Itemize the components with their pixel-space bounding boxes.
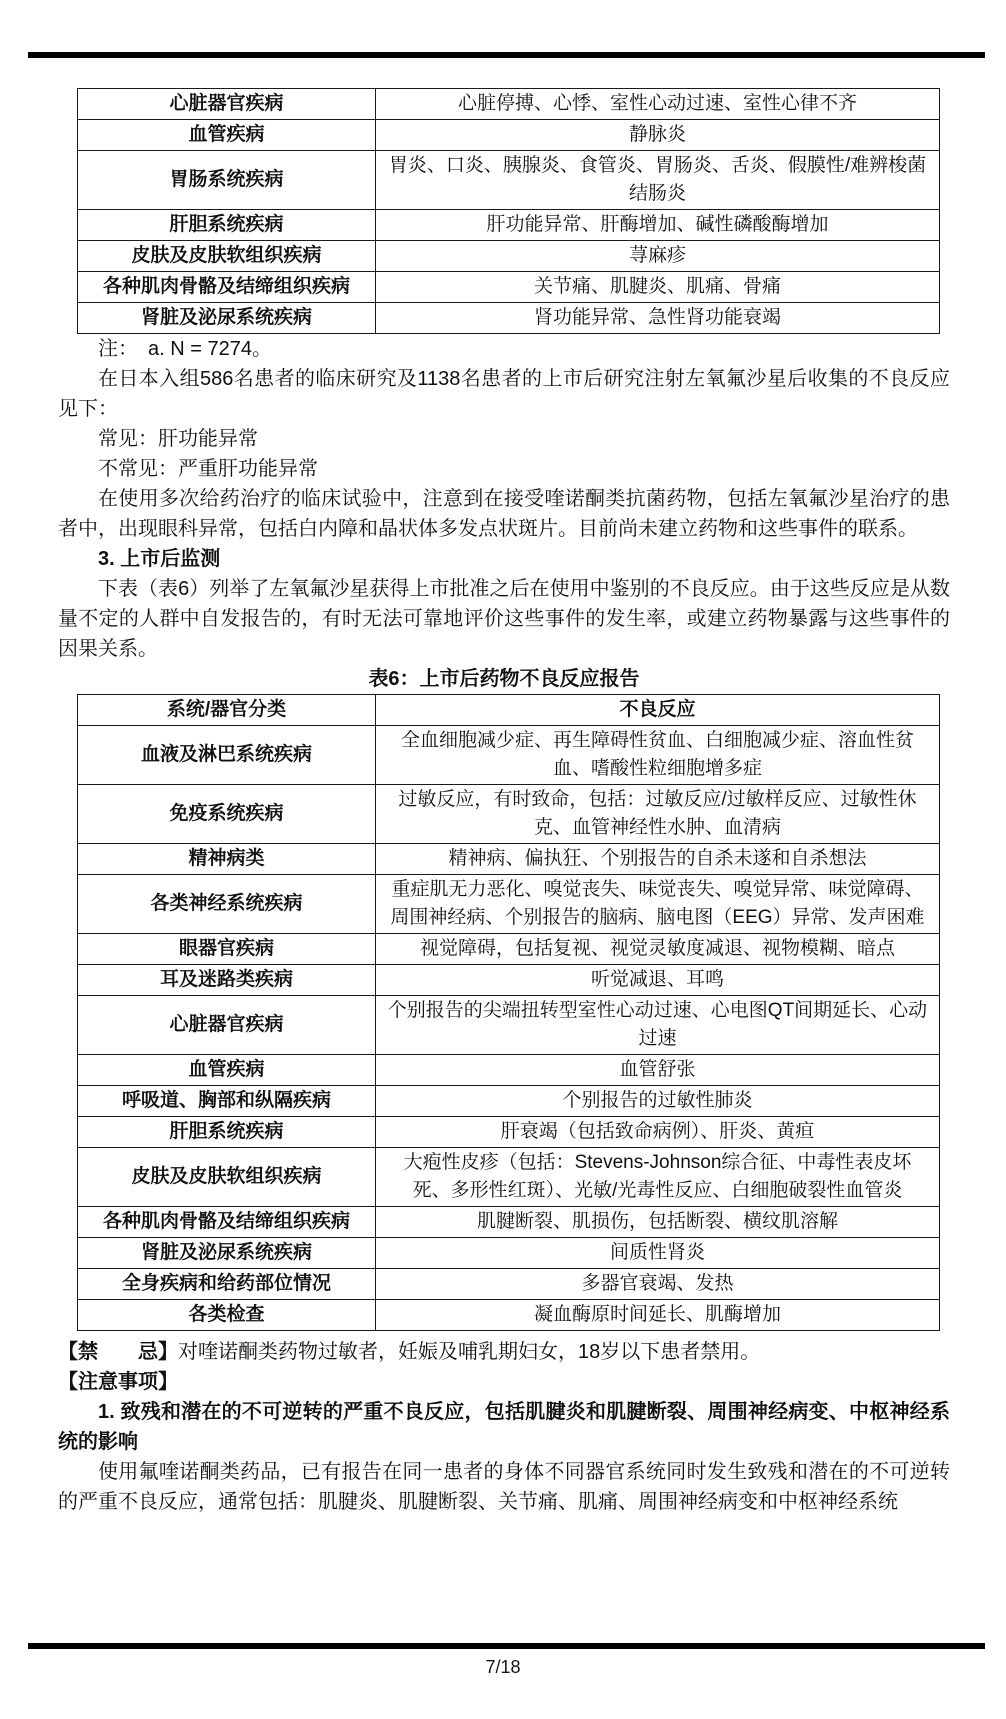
cell-system-organ-class: 各种肌肉骨骼及结缔组织疾病 <box>78 272 376 303</box>
table-row <box>78 965 940 996</box>
cell-adverse-reactions: 关节痛、肌腱炎、肌痛、骨痛 <box>376 272 940 303</box>
cell-system-organ-class: 胃肠系统疾病 <box>78 151 376 210</box>
cell-adverse-reactions: 血管舒张 <box>376 1055 940 1086</box>
table-row <box>78 844 940 875</box>
cell-adverse-reactions: 静脉炎 <box>376 120 940 151</box>
paragraph-ophthalmic: 在使用多次给药治疗的临床试验中，注意到在接受喹诺酮类抗菌药物，包括左氧氟沙星治疗的患者中，出现眼科异常，包括白内障和晶状体多发点状斑片。目前尚未建立药物和这些事件的联系。 <box>58 488 950 540</box>
footnote-note: 注： a. N = 7274。 <box>98 338 272 360</box>
cell-system-organ-class: 免疫系统疾病 <box>78 785 376 844</box>
precautions-heading: 【注意事项】 <box>58 1371 178 1393</box>
adverse-reactions-table-continued <box>77 88 940 334</box>
cell-system-organ-class: 心脏器官疾病 <box>78 996 376 1055</box>
cell-adverse-reactions: 精神病、偏执狂、个别报告的自杀未遂和自杀想法 <box>376 844 940 875</box>
contraindication-text: 对喹诺酮类药物过敏者，妊娠及哺乳期妇女，18岁以下患者禁用。 <box>178 1341 761 1363</box>
precaution1-heading: 1. 致残和潜在的不可逆转的严重不良反应，包括肌腱炎和肌腱断裂、周围神经病变、中枢神经系统的影响 <box>58 1401 950 1453</box>
cell-adverse-reactions: 凝血酶原时间延长、肌酶增加 <box>376 1300 940 1331</box>
cell-adverse-reactions: 全血细胞减少症、再生障碍性贫血、白细胞减少症、溶血性贫血、嗜酸性粒细胞增多症 <box>376 726 940 785</box>
cell-adverse-reactions: 心脏停搏、心悸、室性心动过速、室性心律不齐 <box>376 89 940 120</box>
table-row <box>78 151 940 210</box>
contraindication-line <box>58 1337 950 1367</box>
cell-adverse-reactions: 肾功能异常、急性肾功能衰竭 <box>376 303 940 334</box>
table-row <box>78 1269 940 1300</box>
table-row <box>78 996 940 1055</box>
table-row <box>78 210 940 241</box>
cell-system-organ-class: 呼吸道、胸部和纵隔疾病 <box>78 1086 376 1117</box>
cell-adverse-reactions: 个别报告的尖端扭转型室性心动过速、心电图QT间期延长、心动过速 <box>376 996 940 1055</box>
table6-adverse-reactions <box>77 694 940 1331</box>
cell-adverse-reactions: 视觉障碍，包括复视、视觉灵敏度减退、视物模糊、暗点 <box>376 934 940 965</box>
cell-system-organ-class: 肾脏及泌尿系统疾病 <box>78 1238 376 1269</box>
table-row <box>78 1055 940 1086</box>
bottom-rule <box>28 1643 985 1649</box>
table-row <box>78 875 940 934</box>
cell-system-organ-class: 血液及淋巴系统疾病 <box>78 726 376 785</box>
table-row <box>78 303 940 334</box>
table-row <box>78 726 940 785</box>
cell-system-organ-class: 耳及迷路类疾病 <box>78 965 376 996</box>
table-row <box>78 120 940 151</box>
paragraph-japan-study: 在日本入组586名患者的临床研究及1138名患者的上市后研究注射左氧氟沙星后收集的不良反应见下： <box>58 368 950 420</box>
cell-adverse-reactions: 胃炎、口炎、胰腺炎、食管炎、胃肠炎、舌炎、假膜性/难辨梭菌结肠炎 <box>376 151 940 210</box>
cell-adverse-reactions: 肌腱断裂、肌损伤，包括断裂、横纹肌溶解 <box>376 1207 940 1238</box>
cell-adverse-reactions: 肝衰竭（包括致命病例）、肝炎、黄疸 <box>376 1117 940 1148</box>
cell-adverse-reactions: 听觉减退、耳鸣 <box>376 965 940 996</box>
cell-system-organ-class: 全身疾病和给药部位情况 <box>78 1269 376 1300</box>
paragraph-table6-intro: 下表（表6）列举了左氧氟沙星获得上市批准之后在使用中鉴别的不良反应。由于这些反应是从数量不定的人群中自发报告的，有时无法可靠地评价这些事件的发生率，或建立药物暴露与这些事件的因果关系。 <box>58 578 950 660</box>
table-row <box>78 1117 940 1148</box>
cell-adverse-reactions: 肝功能异常、肝酶增加、碱性磷酸酶增加 <box>376 210 940 241</box>
cell-system-organ-class: 精神病类 <box>78 844 376 875</box>
top-rule <box>28 52 985 58</box>
table-row <box>78 1148 940 1207</box>
cell-system-organ-class: 血管疾病 <box>78 120 376 151</box>
table-row <box>78 241 940 272</box>
table6-header-row <box>78 695 940 726</box>
cell-system-organ-class: 肾脏及泌尿系统疾病 <box>78 303 376 334</box>
cell-system-organ-class: 各种肌肉骨骼及结缔组织疾病 <box>78 1207 376 1238</box>
table-row <box>78 89 940 120</box>
table6-header-system-organ: 系统/器官分类 <box>78 695 376 726</box>
table-row <box>78 1238 940 1269</box>
cell-adverse-reactions: 荨麻疹 <box>376 241 940 272</box>
cell-system-organ-class: 皮肤及皮肤软组织疾病 <box>78 1148 376 1207</box>
table-row <box>78 1300 940 1331</box>
table-row <box>78 1207 940 1238</box>
cell-adverse-reactions: 多器官衰竭、发热 <box>376 1269 940 1300</box>
cell-system-organ-class: 眼器官疾病 <box>78 934 376 965</box>
cell-adverse-reactions: 大疱性皮疹（包括：Stevens-Johnson综合征、中毒性表皮坏死、多形性红斑）、光敏/光毒性反应、白细胞破裂性血管炎 <box>376 1148 940 1207</box>
table6-caption: 表6：上市后药物不良反应报告 <box>368 668 640 690</box>
cell-system-organ-class: 各类检查 <box>78 1300 376 1331</box>
cell-system-organ-class: 皮肤及皮肤软组织疾病 <box>78 241 376 272</box>
cell-system-organ-class: 各类神经系统疾病 <box>78 875 376 934</box>
cell-adverse-reactions: 过敏反应，有时致命，包括：过敏反应/过敏样反应、过敏性休克、血管神经性水肿、血清病 <box>376 785 940 844</box>
cell-system-organ-class: 肝胆系统疾病 <box>78 1117 376 1148</box>
table6-header-adverse-reaction: 不良反应 <box>376 695 940 726</box>
page-number: 7/18 <box>485 1657 521 1677</box>
line-common: 常见：肝功能异常 <box>98 428 258 450</box>
table-row <box>78 934 940 965</box>
line-uncommon: 不常见：严重肝功能异常 <box>98 458 318 480</box>
document-content <box>58 88 950 1517</box>
cell-adverse-reactions: 个别报告的过敏性肺炎 <box>376 1086 940 1117</box>
cell-system-organ-class: 肝胆系统疾病 <box>78 210 376 241</box>
cell-system-organ-class: 血管疾病 <box>78 1055 376 1086</box>
table-row <box>78 785 940 844</box>
cell-adverse-reactions: 间质性肾炎 <box>376 1238 940 1269</box>
table-row <box>78 272 940 303</box>
precaution1-paragraph: 使用氟喹诺酮类药品，已有报告在同一患者的身体不同器官系统同时发生致残和潜在的不可逆转的严重不良反应，通常包括：肌腱炎、肌腱断裂、关节痛、肌痛、周围神经病变和中枢神经系统 <box>58 1461 950 1513</box>
contraindication-label: 【禁 忌】 <box>58 1341 178 1363</box>
table-row <box>78 1086 940 1117</box>
cell-adverse-reactions: 重症肌无力恶化、嗅觉丧失、味觉丧失、嗅觉异常、味觉障碍、周围神经病、个别报告的脑病、脑电图（EEG）异常、发声困难 <box>376 875 940 934</box>
cell-system-organ-class: 心脏器官疾病 <box>78 89 376 120</box>
heading-post-marketing: 3. 上市后监测 <box>98 548 221 570</box>
